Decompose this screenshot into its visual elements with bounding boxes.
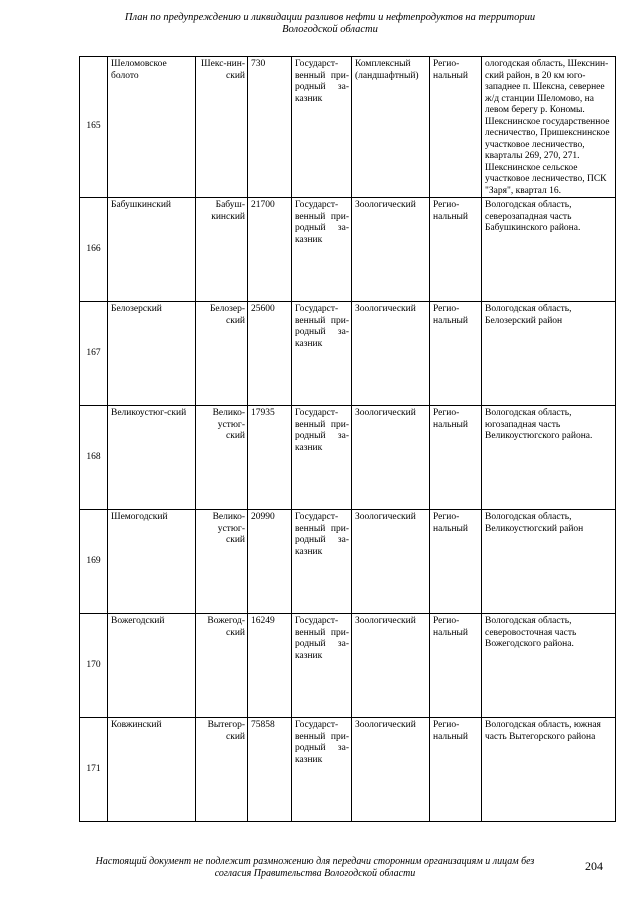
table-row xyxy=(80,57,616,198)
status-cell: Государст-венный при-родный за-казник xyxy=(292,718,352,822)
row-number: 169 xyxy=(80,510,108,614)
reserve-name-cell: Бабушкинский xyxy=(108,198,196,302)
reserve-name-cell: Белозерский xyxy=(108,302,196,406)
row-number: 166 xyxy=(80,198,108,302)
location-cell: Вологодская область, Белозерский район xyxy=(482,302,616,406)
significance-cell: Регио-нальный xyxy=(430,57,482,198)
significance-cell: Регио-нальный xyxy=(430,718,482,822)
area-cell: 21700 xyxy=(248,198,292,302)
reserve-name-cell: Ковжинский xyxy=(108,718,196,822)
location-cell: ологодская область, Шекснин- ский район, в 20 км юго- западнее п. Шексна, севернее ж/д станции Шеломово, на левом берегу р. Кономы. Шекснинское государственное лесничество, Пришекснинское участковое лесничество, кварталы 269, 270, 271. Шекснинское сельское участковое лесничество, ПСК "Заря", квартал 16. xyxy=(482,57,616,198)
reserve-name-cell: Вожегодский xyxy=(108,614,196,718)
reserve-name-cell: Великоустюг-ский xyxy=(108,406,196,510)
status-cell: Государст-венный при-родный за-казник xyxy=(292,614,352,718)
status-cell: Государст-венный при-родный за-казник xyxy=(292,510,352,614)
location-cell: Вологодская область, северовосточная часть Вожегодского района. xyxy=(482,614,616,718)
significance-cell: Регио-нальный xyxy=(430,614,482,718)
reserves-table xyxy=(79,56,616,822)
area-cell: 16249 xyxy=(248,614,292,718)
row-number: 167 xyxy=(80,302,108,406)
row-number: 170 xyxy=(80,614,108,718)
area-cell: 20990 xyxy=(248,510,292,614)
page-number: 204 xyxy=(585,859,603,873)
location-cell: Вологодская область, югозападная часть Великоустюгского района. xyxy=(482,406,616,510)
status-cell: Государст-венный при-родный за-казник xyxy=(292,406,352,510)
district-cell: Велико-устюг-ский xyxy=(196,510,248,614)
significance-cell: Регио-нальный xyxy=(430,406,482,510)
profile-cell: Зоологический xyxy=(352,718,430,822)
header-title-line1: План по предупреждению и ликвидации разливов нефти и нефтепродуктов на территории xyxy=(124,12,536,23)
footer-notice-line2: согласия Правительства Вологодской области xyxy=(214,868,416,879)
location-cell: Вологодская область, Великоустюгский район xyxy=(482,510,616,614)
status-cell: Государст-венный при-родный за-казник xyxy=(292,302,352,406)
profile-cell: Зоологический xyxy=(352,510,430,614)
significance-cell: Регио-нальный xyxy=(430,510,482,614)
district-cell: Белозер-ский xyxy=(196,302,248,406)
table-row xyxy=(80,614,616,718)
table-row xyxy=(80,302,616,406)
table-row xyxy=(80,406,616,510)
significance-cell: Регио-нальный xyxy=(430,302,482,406)
table-row xyxy=(80,718,616,822)
table-row xyxy=(80,198,616,302)
location-cell: Вологодская область, южная часть Вытегорского района xyxy=(482,718,616,822)
location-cell: Вологодская область, северозападная часть Бабушкинского района. xyxy=(482,198,616,302)
row-number: 165 xyxy=(80,57,108,198)
profile-cell: Зоологический xyxy=(352,406,430,510)
status-cell: Государст-венный при-родный за-казник xyxy=(292,198,352,302)
area-cell: 730 xyxy=(248,57,292,198)
significance-cell: Регио-нальный xyxy=(430,198,482,302)
area-cell: 25600 xyxy=(248,302,292,406)
page-footer xyxy=(60,856,570,880)
row-number: 171 xyxy=(80,718,108,822)
district-cell: Вожегод-ский xyxy=(196,614,248,718)
profile-cell: Зоологический xyxy=(352,198,430,302)
status-cell: Государст-венный при-родный за-казник xyxy=(292,57,352,198)
page-header xyxy=(60,12,600,36)
row-number: 168 xyxy=(80,406,108,510)
district-cell: Бабуш-кинский xyxy=(196,198,248,302)
profile-cell: Зоологический xyxy=(352,614,430,718)
district-cell: Велико-устюг-ский xyxy=(196,406,248,510)
area-cell: 75858 xyxy=(248,718,292,822)
header-title-line2: Вологодской области xyxy=(282,24,378,35)
district-cell: Вытегор-ский xyxy=(196,718,248,822)
reserve-name-cell: Шемогодский xyxy=(108,510,196,614)
area-cell: 17935 xyxy=(248,406,292,510)
footer-notice-line1: Настоящий документ не подлежит размножению для передачи сторонним организациям и лицам без xyxy=(95,856,535,867)
table-row xyxy=(80,510,616,614)
profile-cell: Комплексный (ландшафтный) xyxy=(352,57,430,198)
district-cell: Шекс-нин- ский xyxy=(196,57,248,198)
reserve-name-cell: Шеломовское болото xyxy=(108,57,196,198)
profile-cell: Зоологический xyxy=(352,302,430,406)
